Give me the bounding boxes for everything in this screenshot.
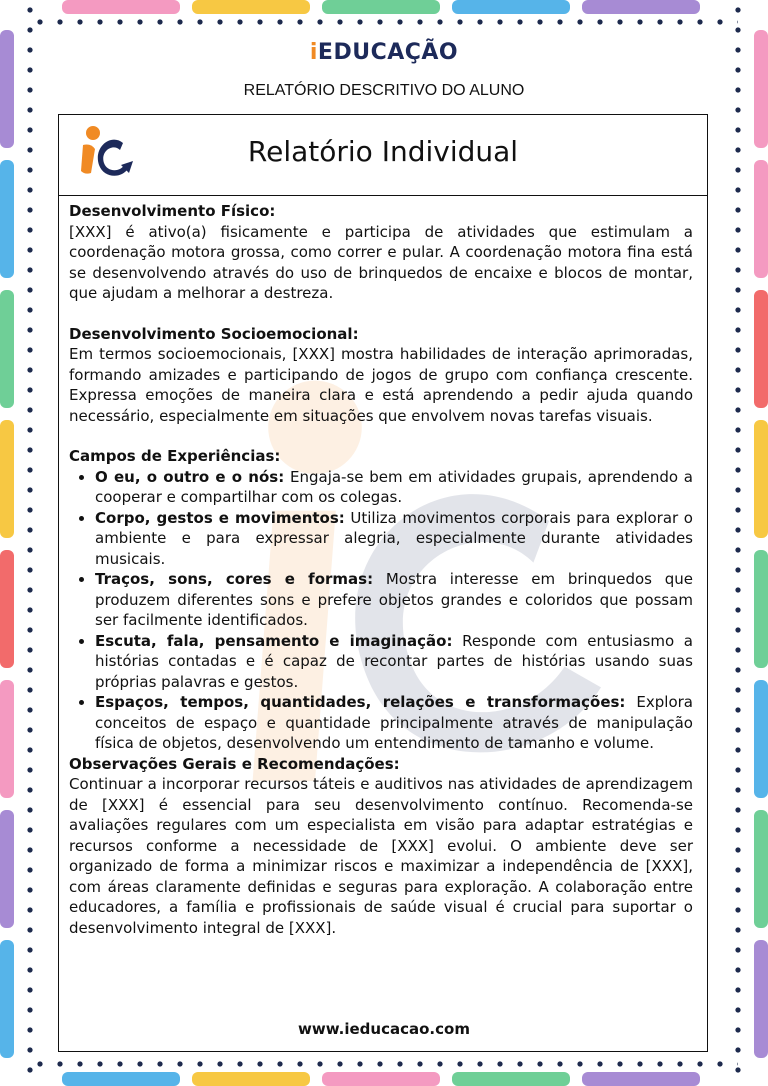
report-content <box>69 201 693 938</box>
list-item-text: Engaja-se bem em atividades grupais, aprendendo a cooperar e compartilhar com os colegas. <box>95 467 694 506</box>
pencil-strip-left-6 <box>0 680 14 798</box>
dotted-border-right <box>734 0 742 1086</box>
report-header <box>59 115 707 196</box>
pencil-strip-bottom-1 <box>62 1072 180 1086</box>
pencil-strip-top-3 <box>322 0 440 14</box>
list-item-text: Utiliza movimentos corporais para explorar o ambiente e para expressar alegria, especialmente durante atividades musicais. <box>95 508 693 568</box>
pencil-strip-right-7 <box>754 810 768 928</box>
campos-list <box>69 467 693 754</box>
list-item-label: Escuta, fala, pensamento e imaginação: <box>95 631 453 650</box>
pencil-strip-bottom-5 <box>582 1072 700 1086</box>
pencil-strip-right-8 <box>754 940 768 1058</box>
pencil-strip-top-1 <box>62 0 180 14</box>
list-item-label: Traços, sons, cores e formas: <box>95 570 374 588</box>
pencil-strip-right-3 <box>754 290 768 408</box>
pencil-strip-bottom-2 <box>192 1072 310 1086</box>
list-item <box>95 508 693 570</box>
list-item-text: Responde com entusiasmo a histórias contadas e é capaz de recontar partes de histórias usando suas próprias palavras e gestos. <box>95 631 693 691</box>
brand-prefix: i <box>309 40 318 65</box>
pencil-strip-top-4 <box>452 0 570 14</box>
document-subtitle: RELATÓRIO DESCRITIVO DO ALUNO <box>243 82 525 99</box>
report-title: Relatório Individual <box>247 135 519 168</box>
section-heading-campos: Campos de Experiências: <box>69 447 281 465</box>
pencil-strip-left-8 <box>0 940 14 1058</box>
brand-logo <box>0 40 768 65</box>
pencil-strip-top-5 <box>582 0 700 14</box>
pencil-strip-right-2 <box>754 160 768 278</box>
report-frame <box>58 114 708 1052</box>
section-heading-observacoes: Observações Gerais e Recomendações: <box>69 754 400 773</box>
section-text-observacoes: Continuar a incorporar recursos táteis e auditivos nas atividades de aprendizagem de [XXX] é essencial para seu desenvolvimento contínuo. Recomenda-se avaliações regulares com um especialista em visão para adaptar estratégias e recursos conforme a necessidade de [XXX] evolui. O ambiente deve ser organizado de forma a minimizar riscos e maximizar a independência de [XXX], com áreas claramente definidas e seguras para exploração. A colaboração entre educadores, a família e profissionais de saúde visual é crucial para suportar o desenvolvimento integral de [XXX]. <box>69 775 693 937</box>
pencil-strip-left-3 <box>0 290 14 408</box>
pencil-strip-right-4 <box>754 420 768 538</box>
list-item-label: O eu, o outro e o nós: <box>95 467 285 486</box>
pencil-strip-left-2 <box>0 160 14 278</box>
section-heading-socioemocional: Desenvolvimento Socioemocional: <box>69 324 359 343</box>
list-item-label: Espaços, tempos, quantidades, relações e transformações: <box>95 693 626 711</box>
list-item <box>95 692 693 754</box>
pencil-strip-bottom-3 <box>322 1072 440 1086</box>
brand-name: EDUCAÇÃO <box>317 40 459 65</box>
dotted-border-top <box>30 18 738 26</box>
list-item <box>95 569 693 631</box>
dotted-border-left <box>26 0 34 1086</box>
pencil-strip-bottom-4 <box>452 1072 570 1086</box>
pencil-strip-right-5 <box>754 550 768 668</box>
list-item-text: Explora conceitos de espaço e quantidade principalmente através de manipulação física de objetos, desenvolvendo um entendimento de tamanho e volume. <box>95 693 693 752</box>
list-item-label: Corpo, gestos e movimentos: <box>95 508 345 527</box>
pencil-strip-top-2 <box>192 0 310 14</box>
pencil-strip-left-5 <box>0 550 14 668</box>
footer-url: www.ieducacao.com <box>298 1020 470 1038</box>
section-heading-fisico: Desenvolvimento Físico: <box>69 202 276 220</box>
list-item <box>95 631 693 693</box>
pencil-strip-left-4 <box>0 420 14 538</box>
list-item <box>95 467 693 508</box>
section-text-socioemocional: Em termos socioemocionais, [XXX] mostra habilidades de interação aprimoradas, formando amizades e participando de jogos de grupo com confiança crescente. Expressa emoções de maneira clara e está aprendendo a pedir ajuda quando necessário, especialmente em situações que envolvem novas tarefas visuais. <box>69 345 693 425</box>
dotted-border-bottom <box>30 1060 738 1068</box>
section-text-fisico: [XXX] é ativo(a) fisicamente e participa de atividades que estimulam a coordenação motora grossa, como correr e pular. A coordenação motora fina está se desenvolvendo através do uso de brinquedos de encaixe e blocos de montar, que ajudam a melhorar a destreza. <box>69 222 693 302</box>
list-item-text: Mostra interesse em brinquedos que produzem diferentes sons e prefere objetos grandes e coloridos que possam ser facilmente identificados. <box>95 570 693 629</box>
pencil-strip-left-7 <box>0 810 14 928</box>
pencil-strip-right-6 <box>754 680 768 798</box>
